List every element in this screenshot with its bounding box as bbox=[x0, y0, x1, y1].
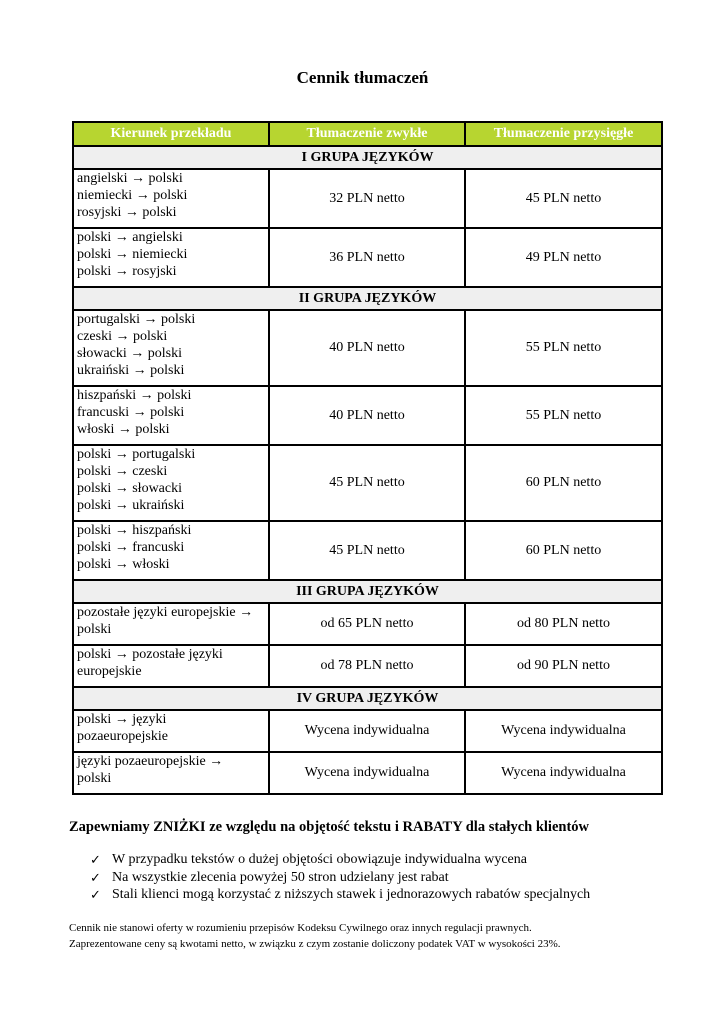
direction-line: polski bbox=[77, 622, 112, 637]
direction-line: polski → angielski bbox=[77, 230, 183, 245]
bullet-text: Stali klienci mogą korzystać z niższych stawek i jednorazowych rabatów specjalnych bbox=[112, 887, 591, 902]
standard-price-cell: 32 PLN netto bbox=[269, 169, 465, 228]
direction-line: włoski → polski bbox=[77, 422, 170, 437]
direction-cell bbox=[73, 603, 269, 645]
footnotes bbox=[69, 921, 561, 952]
sworn-price-cell: od 90 PLN netto bbox=[465, 645, 662, 687]
bullet-text: W przypadku tekstów o dużej objętości obowiązuje indywidualna wycena bbox=[112, 852, 527, 867]
direction-line: polski → hiszpański bbox=[77, 523, 192, 538]
direction-cell bbox=[73, 310, 269, 386]
direction-line: polski → niemiecki bbox=[77, 247, 188, 262]
table-row bbox=[73, 310, 662, 386]
direction-cell bbox=[73, 228, 269, 287]
direction-line: polski → ukraiński bbox=[77, 498, 185, 513]
direction-cell bbox=[73, 169, 269, 228]
table-row bbox=[73, 169, 662, 228]
list-item bbox=[90, 869, 590, 887]
group-title: I GRUPA JĘZYKÓW bbox=[73, 146, 662, 169]
table-row bbox=[73, 603, 662, 645]
direction-line: polski → pozostałe języki bbox=[77, 647, 223, 662]
sworn-price-cell: od 80 PLN netto bbox=[465, 603, 662, 645]
list-item bbox=[90, 886, 590, 904]
direction-line: słowacki → polski bbox=[77, 346, 182, 361]
direction-line: portugalski → polski bbox=[77, 312, 196, 327]
direction-cell bbox=[73, 752, 269, 794]
standard-price-cell: Wycena indywidualna bbox=[269, 752, 465, 794]
checkmark-icon: ✓ bbox=[90, 887, 101, 902]
direction-cell bbox=[73, 521, 269, 580]
checkmark-icon: ✓ bbox=[90, 852, 101, 867]
checkmark-icon: ✓ bbox=[90, 869, 101, 885]
table-row bbox=[73, 228, 662, 287]
direction-line: polski → czeski bbox=[77, 464, 168, 479]
table-row bbox=[73, 386, 662, 445]
page-title: Cennik tłumaczeń bbox=[296, 68, 429, 87]
direction-line: ukraiński → polski bbox=[77, 363, 185, 378]
standard-price-cell: od 65 PLN netto bbox=[269, 603, 465, 645]
sworn-price-cell: 55 PLN netto bbox=[465, 386, 662, 445]
group-row bbox=[73, 146, 662, 169]
standard-price-cell: 40 PLN netto bbox=[269, 310, 465, 386]
header-sworn: Tłumaczenie przysięgłe bbox=[465, 122, 662, 146]
direction-line: francuski → polski bbox=[77, 405, 185, 420]
table-row bbox=[73, 645, 662, 687]
sworn-price-cell: Wycena indywidualna bbox=[465, 752, 662, 794]
sworn-price-cell: 60 PLN netto bbox=[465, 521, 662, 580]
direction-line: niemiecki → polski bbox=[77, 188, 188, 203]
direction-line: pozaeuropejskie bbox=[77, 729, 168, 744]
direction-line: polski → słowacki bbox=[77, 481, 182, 496]
benefits-list bbox=[90, 851, 590, 904]
group-title: III GRUPA JĘZYKÓW bbox=[73, 580, 662, 603]
header-standard: Tłumaczenie zwykłe bbox=[269, 122, 465, 146]
direction-line: polski → rosyjski bbox=[77, 264, 177, 279]
standard-price-cell: 36 PLN netto bbox=[269, 228, 465, 287]
group-title: II GRUPA JĘZYKÓW bbox=[73, 287, 662, 310]
table-header-row bbox=[73, 122, 662, 146]
group-title: IV GRUPA JĘZYKÓW bbox=[73, 687, 662, 710]
footnote-line: Cennik nie stanowi oferty w rozumieniu przepisów Kodeksu Cywilnego oraz innych regulacji prawnych. bbox=[69, 922, 532, 934]
direction-line: hiszpański → polski bbox=[77, 388, 192, 403]
standard-price-cell: Wycena indywidualna bbox=[269, 710, 465, 752]
list-item bbox=[90, 851, 590, 869]
header-direction: Kierunek przekładu bbox=[73, 122, 269, 146]
standard-price-cell: 45 PLN netto bbox=[269, 445, 465, 521]
table-row bbox=[73, 710, 662, 752]
price-table bbox=[72, 121, 663, 795]
direction-line: polski → włoski bbox=[77, 557, 170, 572]
sworn-price-cell: 45 PLN netto bbox=[465, 169, 662, 228]
discount-heading: Zapewniamy ZNIŻKI ze względu na objętość tekstu i RABATY dla stałych klientów bbox=[69, 819, 590, 835]
direction-cell bbox=[73, 386, 269, 445]
direction-line: czeski → polski bbox=[77, 329, 168, 344]
direction-cell bbox=[73, 710, 269, 752]
direction-line: polski → francuski bbox=[77, 540, 185, 555]
sworn-price-cell: 60 PLN netto bbox=[465, 445, 662, 521]
footnote-line: Zaprezentowane ceny są kwotami netto, w związku z czym zostanie doliczony podatek VAT w wysokości 23%. bbox=[69, 937, 561, 950]
direction-line: pozostałe języki europejskie → bbox=[77, 605, 254, 620]
direction-line: polski → portugalski bbox=[77, 447, 196, 462]
direction-cell bbox=[73, 445, 269, 521]
group-row bbox=[73, 287, 662, 310]
direction-line: języki pozaeuropejskie → bbox=[77, 754, 224, 769]
direction-line: rosyjski → polski bbox=[77, 205, 177, 220]
group-row bbox=[73, 580, 662, 603]
direction-line: polski → języki bbox=[77, 712, 167, 727]
direction-cell bbox=[73, 645, 269, 687]
direction-line: polski bbox=[77, 771, 112, 786]
direction-line: angielski → polski bbox=[77, 171, 183, 186]
sworn-price-cell: 49 PLN netto bbox=[465, 228, 662, 287]
sworn-price-cell: 55 PLN netto bbox=[465, 310, 662, 386]
standard-price-cell: 45 PLN netto bbox=[269, 521, 465, 580]
group-row bbox=[73, 687, 662, 710]
standard-price-cell: od 78 PLN netto bbox=[269, 645, 465, 687]
table-row bbox=[73, 445, 662, 521]
standard-price-cell: 40 PLN netto bbox=[269, 386, 465, 445]
bullet-text: Na wszystkie zlecenia powyżej 50 stron udzielany jest rabat bbox=[112, 869, 449, 885]
direction-line: europejskie bbox=[77, 664, 142, 679]
table-row bbox=[73, 521, 662, 580]
table-row bbox=[73, 752, 662, 794]
sworn-price-cell: Wycena indywidualna bbox=[465, 710, 662, 752]
